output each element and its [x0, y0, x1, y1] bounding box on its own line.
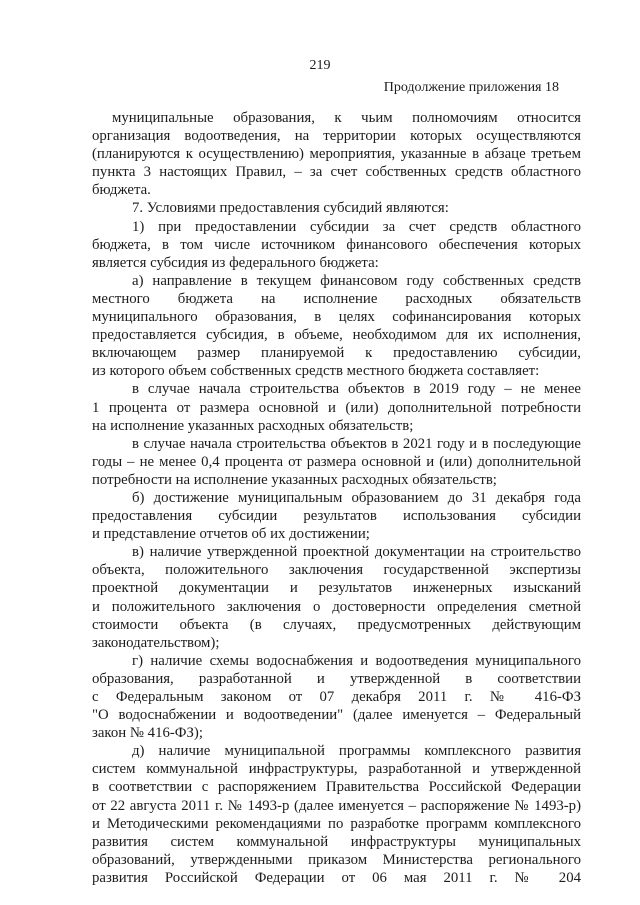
text-line: б) достижение муниципальным образованием до 31 декабря года: [132, 489, 581, 506]
text-line: 1) при предоставлении субсидии за счет средств областного: [132, 218, 581, 235]
text-line: от 22 августа 2011 г. № 1493-р (далее именуется – распоряжение № 1493-р): [92, 797, 581, 814]
text-line: в) наличие утвержденной проектной документации на строительство: [132, 544, 581, 561]
text-line: объекта, положительного заключения государственной экспертизы: [92, 562, 581, 579]
text-line: является субсидия из федерального бюджета:: [92, 254, 379, 271]
text-line: и Методическими рекомендациями по разработке программ комплексного: [92, 815, 581, 832]
text-line: "О водоснабжении и водоотведении" (далее именуется – Федеральный: [92, 707, 581, 724]
text-line: д) наличие муниципальной программы комплексного развития: [132, 743, 581, 760]
text-line: 7. Условиями предоставления субсидий являются:: [132, 200, 449, 217]
text-line: на исполнение указанных расходных обязательств;: [92, 417, 414, 434]
text-line: в соответствии с распоряжением Правительства Российской Федерации: [92, 779, 581, 796]
text-line: образования, разработанной и утвержденной в соответствии: [92, 670, 581, 687]
text-line: предоставляется субсидия, в объеме, необходимом для их исполнения,: [92, 327, 581, 344]
text-line: проектной документации и результатов инженерных изысканий: [92, 580, 581, 597]
text-line: в случае начала строительства объектов в 2021 году и в последующие: [132, 435, 581, 452]
text-line: из которого объем собственных средств местного бюджета составляет:: [92, 363, 540, 380]
text-line: годы – не менее 0,4 процента от размера основной и (или) дополнительной: [92, 453, 581, 470]
text-line: законодательством);: [92, 634, 220, 651]
text-line: предоставления субсидии результатов использования субсидии: [92, 508, 581, 525]
text-line: (планируются к осуществлению) мероприятия, указанные в абзаце третьем: [92, 146, 581, 163]
appendix-continuation-label: Продолжение приложения 18: [383, 80, 559, 95]
text-line: бюджета.: [92, 182, 151, 199]
page-number: 219: [309, 58, 331, 73]
text-line: потребности на исполнение указанных расходных обязательств;: [92, 471, 497, 488]
text-line: включающем размер планируемой к предоставлению субсидии,: [92, 345, 581, 362]
text-line: пункта 3 настоящих Правил, – за счет собственных средств областного: [92, 164, 581, 181]
text-line: стоимости объекта (в случаях, предусмотренных действующим: [92, 616, 581, 633]
text-line: муниципальные образования, к чьим полномочиям относится: [112, 110, 581, 126]
text-line: и представление отчетов об их достижении;: [92, 526, 370, 543]
text-line: закон № 416-ФЗ);: [92, 725, 203, 742]
text-line: в случае начала строительства объектов в 2019 году – не менее: [132, 381, 581, 398]
text-line: развития систем коммунальной инфраструктуры муниципальных: [92, 833, 581, 850]
text-line: а) направление в текущем финансовом году собственных средств: [132, 272, 581, 289]
text-line: и положительного заключения о достоверности определения сметной: [92, 598, 581, 615]
text-line: муниципального образования, в целях софинансирования которых: [92, 309, 581, 326]
text-line: местного бюджета на исполнение расходных обязательств: [92, 290, 581, 307]
text-line: развития Российской Федерации от 06 мая 2011 г. № 204: [92, 869, 581, 886]
text-line: образований, утвержденными приказом Министерства регионального: [92, 851, 581, 868]
document-body: [92, 109, 581, 887]
text-line: организация водоотведения, на территории которых осуществляются: [92, 128, 581, 145]
text-line: г) наличие схемы водоснабжения и водоотведения муниципального: [132, 652, 581, 669]
text-line: систем коммунальной инфраструктуры, разработанной и утвержденной: [92, 761, 581, 778]
text-line: 1 процента от размера основной и (или) дополнительной потребности: [92, 399, 581, 416]
text-line: с Федеральным законом от 07 декабря 2011 г. № 416-ФЗ: [92, 689, 581, 705]
text-line: бюджета, в том числе источником финансового обеспечения которых: [92, 236, 581, 253]
